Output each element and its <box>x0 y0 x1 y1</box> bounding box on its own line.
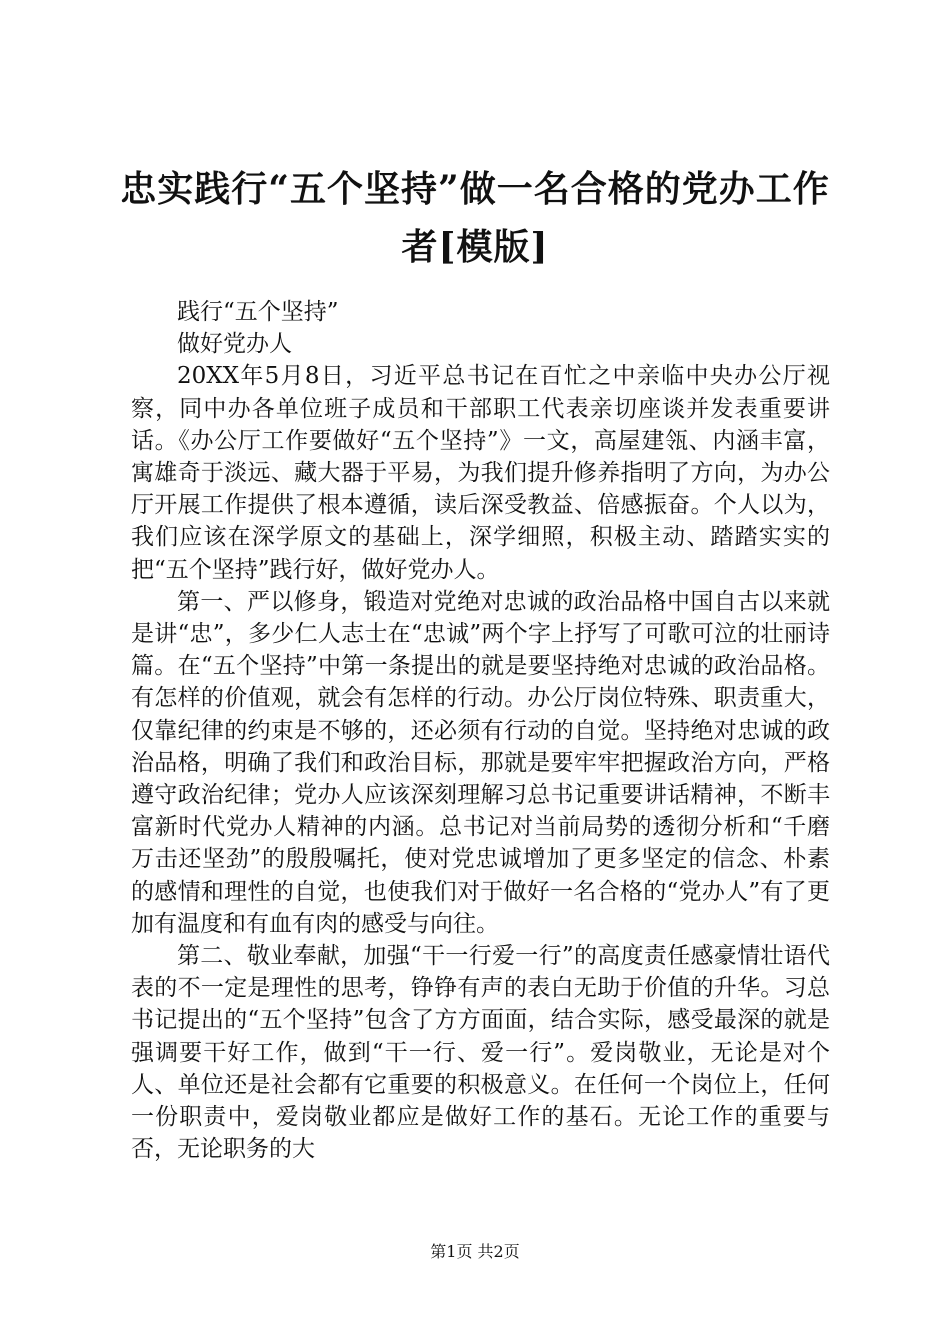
subtitle-line-1: 践行“五个坚持” <box>177 299 339 325</box>
document-body <box>131 296 830 1165</box>
paragraph-first: 第一、严以修身，锻造对党绝对忠诚的政治品格中国自古以来就是讲“忠”，多少仁人志士在“忠诚”两个字上抒写了可歌可泣的壮丽诗篇。在“五个坚持”中第一条提出的就是要坚持绝对忠诚的政治品格。有怎样的价值观，就会有怎样的行动。办公厅岗位特殊、职责重大，仅靠纪律的约束是不够的，还必须有行动的自觉。坚持绝对忠诚的政治品格，明确了我们和政治目标，那就是要牢牢把握政治方向，严格遵守政治纪律；党办人应该深刻理解习总书记重要讲话精神，不断丰富新时代党办人精神的内涵。总书记对当前局势的透彻分析和“千磨万击还坚劲”的殷殷嘱托，使对党忠诚增加了更多坚定的信念、朴素的感情和理性的自觉，也使我们对于做好一名合格的“党办人”有了更加有温度和有血有肉的感受与向往。 <box>131 588 830 937</box>
document-title <box>110 160 840 276</box>
title-line-2: 者[模版] <box>401 226 549 268</box>
paragraph-second: 第二、敬业奉献，加强“干一行爱一行”的高度责任感豪情壮语代表的不一定是理性的思考，铮铮有声的表白无助于价值的升华。习总书记提出的“五个坚持”包含了方方面面，结合实际，感受最深的就是强调要干好工作，做到“干一行、爱一行”。爱岗敬业，无论是对个人、单位还是社会都有它重要的积极意义。在任何一个岗位上，任何一份职责中，爱岗敬业都应是做好工作的基石。无论工作的重要与否，无论职务的大 <box>131 943 830 1163</box>
paragraph-intro: 20XX年5月8日，习近平总书记在百忙之中亲临中央办公厅视察，同中办各单位班子成员和干部职工代表亲切座谈并发表重要讲话。《办公厅工作要做好“五个坚持”》一文，高屋建瓴、内涵丰富，寓雄奇于淡远、藏大器于平易，为我们提升修养指明了方向，为办公厅开展工作提供了根本遵循，读后深受教益、倍感振奋。个人以为，我们应该在深学原文的基础上，深学细照，积极主动、踏踏实实的把“五个坚持”践行好，做好党办人。 <box>131 363 830 583</box>
page-footer: 第1页 共2页 <box>430 1242 520 1261</box>
subtitle-line-2: 做好党办人 <box>177 331 292 358</box>
title-line-1: 忠实践行“五个坚持”做一名合格的党办工作 <box>120 168 830 210</box>
